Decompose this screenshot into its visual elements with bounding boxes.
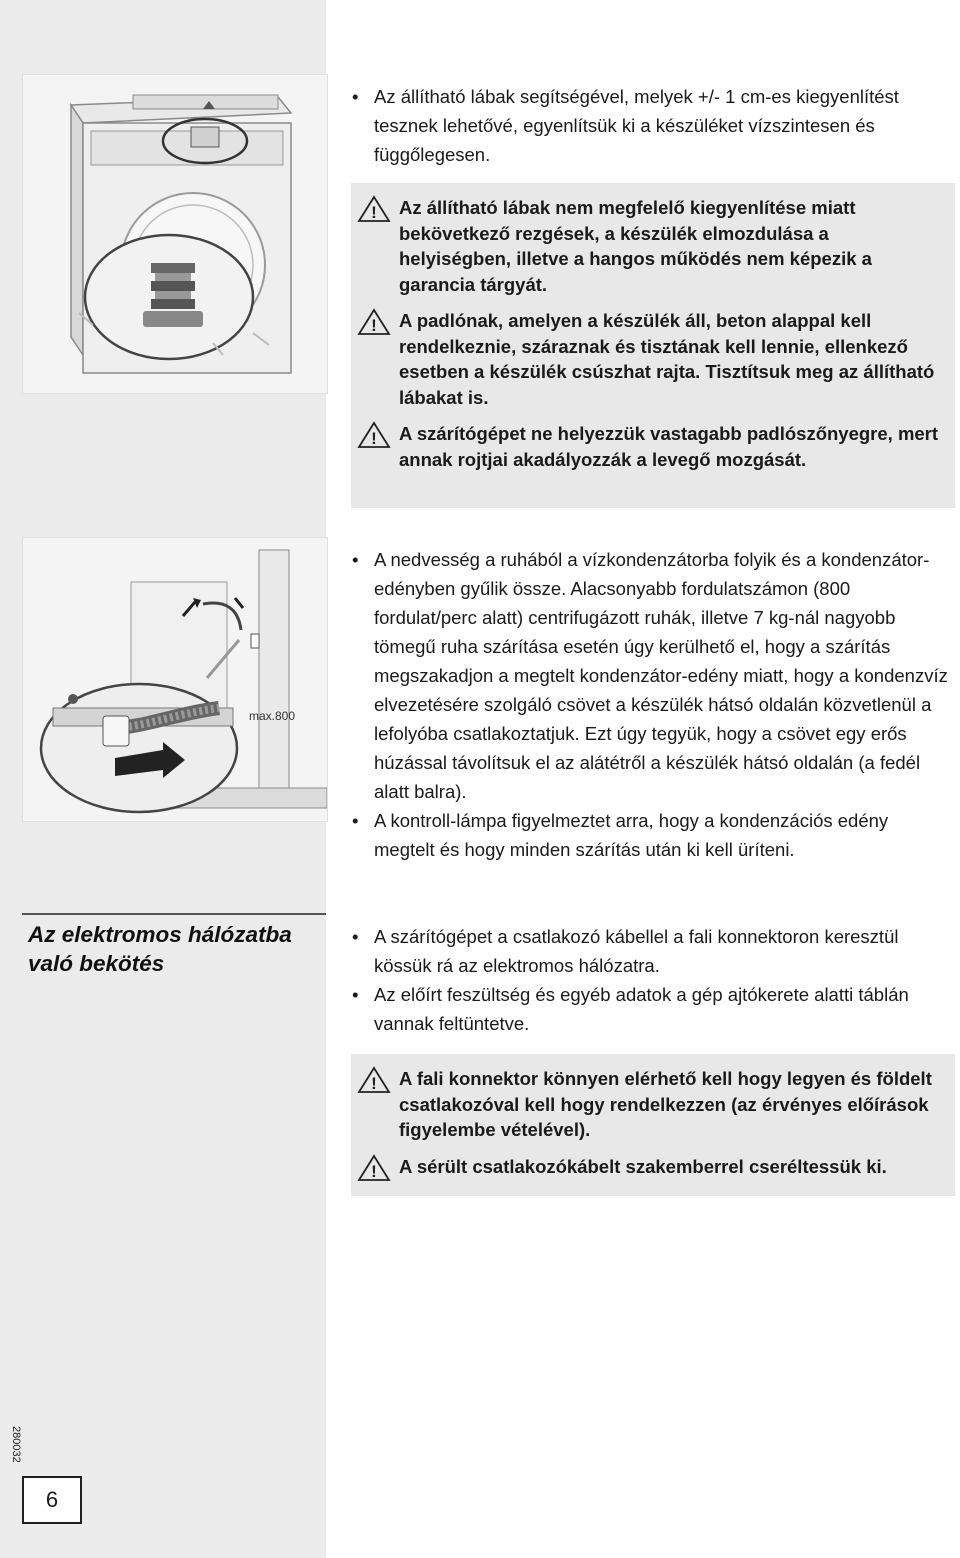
warning-item: [355, 1066, 941, 1143]
leveling-bullet-list: [350, 82, 930, 169]
warning-triangle-icon: [357, 1154, 391, 1182]
warning-triangle-icon: [357, 421, 391, 449]
svg-text:!: !: [371, 1161, 377, 1181]
max-height-label: max.800: [249, 709, 296, 723]
drain-hose-illustration: [23, 538, 327, 821]
warning-text: A fali konnektor könnyen elérhető kell hogy legyen és földelt csatlakozóval kell hogy rendelkezzen (az érvényes előírások figyelembe vételével).: [399, 1068, 932, 1140]
warning-item: [355, 195, 941, 297]
electrical-warning-box: [351, 1054, 955, 1196]
page-number-text: 6: [45, 1487, 59, 1512]
list-item: • Az állítható lábak segítségével, melyek +/- 1 cm-es kiegyenlítést tesznek lehetővé, egyenlítsük ki a készüléket vízszintesen és függőlegesen.: [350, 82, 930, 169]
svg-text:!: !: [371, 1074, 377, 1093]
warning-item: [355, 1154, 941, 1180]
dryer-leveling-figure: [22, 74, 328, 394]
page-number: [22, 1476, 82, 1524]
warning-item: [355, 308, 941, 410]
warning-text: A szárítógépet ne helyezzük vastagabb padlószőnyegre, mert annak rojtjai akadályozzák a levegő mozgását.: [399, 423, 939, 470]
list-item: • A nedvesség a ruhából a vízkondenzátorba folyik és a kondenzátor-edényben gyűlik össze. Alacsonyabb fordulatszámon (800 fordulat/perc alatt) centrifugázott ruhák, illetve 7 kg-nál nagyobb tömegű ruha szárítása esetén úgy kerülhető el, hogy a szárítás megszakadjon a megtelt kondenzátor-edény miatt, hogy a kondenzvíz elvezetésére szolgáló csövet a készülék hátsó oldalán közvetlenül a lefolyóba csatlakoztatjuk. Ezt úgy tegyük, hogy a csövet egy erős húzással távolítsuk el az alátétről a készülék hátsó oldalán (a fedél alatt balra).: [350, 545, 948, 806]
svg-text:!: !: [371, 203, 377, 222]
warning-triangle-icon: [357, 308, 391, 336]
drain-hose-figure: [22, 537, 328, 822]
warning-triangle-icon: [357, 195, 391, 223]
leveling-warning-box: [351, 183, 955, 508]
section-title: Az elektromos hálózatba való bekötés: [28, 922, 292, 976]
drain-bullet-list: [350, 545, 948, 864]
warning-text: Az állítható lábak nem megfelelő kiegyenlítése miatt bekövetkező rezgések, a készülék elmozdulása a helyiségben, illetve a hangos működés nem képezik a garancia tárgyát.: [399, 197, 872, 295]
section-divider: [22, 913, 326, 915]
svg-text:!: !: [371, 429, 377, 448]
warning-text: A sérült csatlakozókábelt szakemberrel cseréltessük ki.: [399, 1155, 887, 1177]
warning-item: [355, 421, 941, 472]
warning-text: A padlónak, amelyen a készülék áll, beton alappal kell rendelkeznie, száraznak és tisztának kell lennie, ellenkező esetben a készülék csúszhat rajta. Tisztítsuk meg az állítható lábakat is.: [399, 310, 935, 408]
warning-triangle-icon: [357, 1066, 391, 1094]
list-item: • A kontroll-lámpa figyelmeztet arra, hogy a kondenzációs edény megtelt és hogy minden szárítás után ki kell üríteni.: [350, 806, 948, 864]
svg-text:!: !: [371, 316, 377, 335]
document-code: 280032: [10, 1426, 22, 1463]
list-item: • Az előírt feszültség és egyéb adatok a gép ajtókerete alatti táblán vannak feltüntetve.: [350, 980, 930, 1038]
list-item: • A szárítógépet a csatlakozó kábellel a fali konnektoron keresztül kössük rá az elektromos hálózatra.: [350, 922, 930, 980]
dryer-leveling-illustration: [23, 75, 327, 393]
electrical-bullet-list: [350, 922, 930, 1038]
